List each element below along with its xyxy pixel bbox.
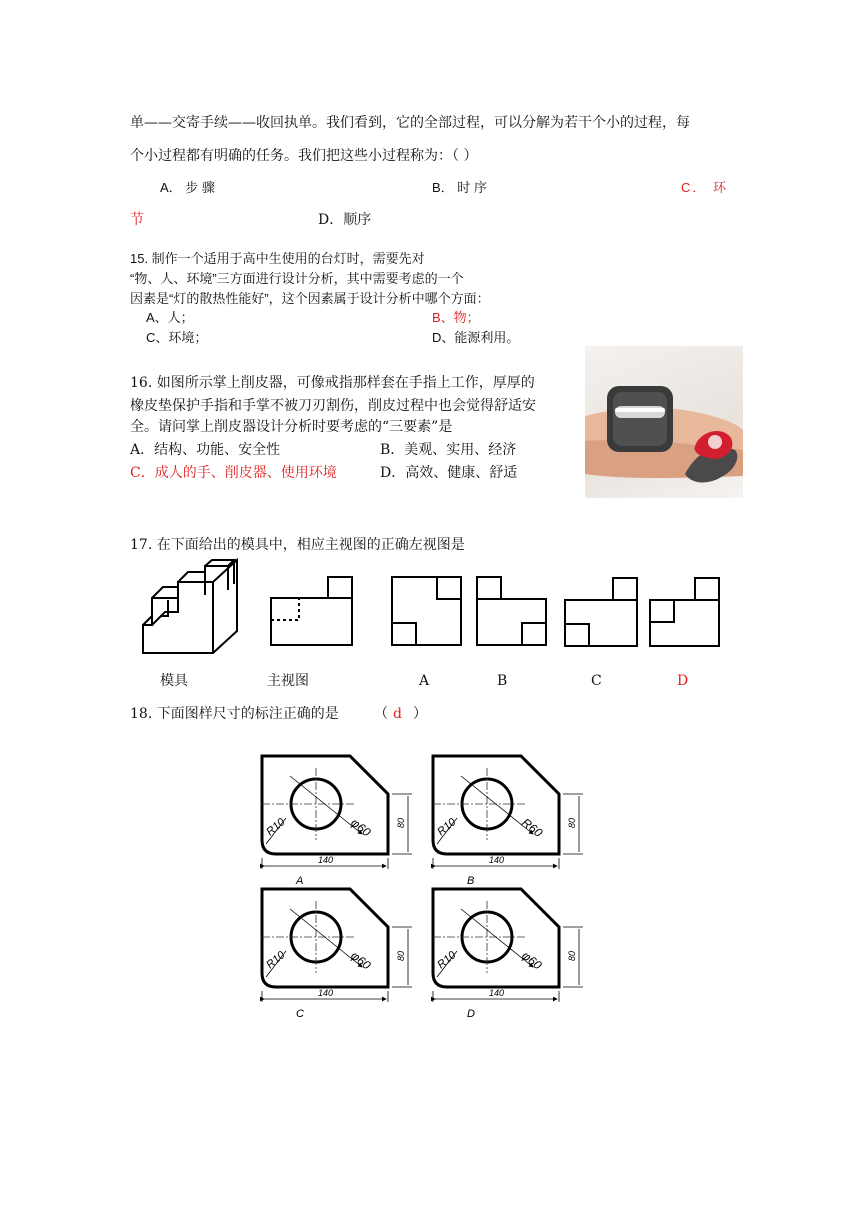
part-outline <box>262 756 388 854</box>
dia-text: φ60 <box>348 815 374 840</box>
part-outline <box>433 756 559 854</box>
q14-option-c: C． 环 <box>681 180 729 195</box>
q14-option-d: D．顺序 <box>318 212 372 228</box>
q14-line1: 单——交寄手续——收回执单。我们看到，它的全部过程，可以分解为若干个小的过程，每 <box>130 115 690 131</box>
drawing-b <box>433 756 583 887</box>
height-text: 80 <box>396 950 406 961</box>
part-outline <box>433 889 559 987</box>
part-outline <box>262 889 388 987</box>
q15-line3: 因素是“灯的散热性能好”，这个因素属于设计分析中哪个方面： <box>130 291 490 306</box>
drawing-a <box>262 756 412 887</box>
q18-paren-close: ） <box>413 706 427 722</box>
q16-line3: 全。请问掌上削皮器设计分析时要考虑的“三要素”是 <box>130 419 453 435</box>
radius-text: R10 <box>264 816 288 839</box>
width-text: 140 <box>489 855 505 865</box>
q15-option-c: C、环境； <box>146 330 208 345</box>
q17-label-mold: 模具 <box>160 673 188 689</box>
drawing-d <box>433 889 583 1020</box>
drawing-label: D <box>467 1008 475 1020</box>
q17-label-d: D <box>677 673 689 689</box>
q14-option-a: A． 步 骤 <box>160 180 215 195</box>
dia-text: R60 <box>519 815 546 840</box>
q16-line1: 16. 如图所示掌上削皮器，可像戒指那样套在手指上工作，厚厚的 <box>130 375 535 391</box>
radius-text: R10 <box>264 949 288 972</box>
width-text: 140 <box>489 988 505 998</box>
radius-text: R10 <box>435 816 459 839</box>
q15-option-a: A、人； <box>146 310 194 325</box>
q16-option-b: B．美观、实用、经济 <box>380 442 517 458</box>
dia-text: φ60 <box>519 948 545 973</box>
width-text: 140 <box>318 988 334 998</box>
q15-line2: “物、人、环境”三方面进行设计分析，其中需要考虑的一个 <box>130 271 464 286</box>
drawing-label: A <box>296 875 304 887</box>
q14-line2: 个小过程都有明确的任务。我们把这些小过程称为：（ ） <box>130 148 478 164</box>
height-text: 80 <box>396 817 406 828</box>
q17-label-c: C <box>591 673 602 689</box>
q17-label-front-view: 主视图 <box>267 673 309 689</box>
q18-answer: d <box>393 706 402 722</box>
q16-option-d: D．高效、健康、舒适 <box>380 465 518 481</box>
q17-label-b: B <box>497 673 508 689</box>
radius-text: R10 <box>435 949 459 972</box>
drawing-label: B <box>467 875 475 887</box>
q16-option-c: C．成人的手、削皮器、使用环境 <box>130 465 337 481</box>
q17-line1: 17. 在下面给出的模具中，相应主视图的正确左视图是 <box>130 537 465 553</box>
q18-line1: 18. 下面图样尺寸的标注正确的是 <box>130 706 339 722</box>
drawing-label: C <box>296 1008 304 1020</box>
height-text: 80 <box>567 817 577 828</box>
q15-line1: 15. 制作一个适用于高中生使用的台灯时，需要先对 <box>130 251 425 266</box>
dia-text: φ60 <box>348 948 374 973</box>
height-text: 80 <box>567 950 577 961</box>
q15-option-d: D、能源利用。 <box>432 330 520 345</box>
width-text: 140 <box>318 855 334 865</box>
q14-option-b: B． 时 序 <box>432 180 487 195</box>
q17-label-a: A <box>419 673 430 689</box>
q14-option-c-cont: 节 <box>130 212 144 228</box>
q16-option-a: A．结构、功能、安全性 <box>130 442 281 458</box>
q18-paren-open: （ <box>374 706 388 722</box>
q16-line2: 橡皮垫保护手指和手掌不被刀刃割伤，削皮过程中也会觉得舒适安 <box>130 398 536 414</box>
drawing-c <box>262 889 412 1020</box>
q15-option-b: B、物； <box>432 310 480 325</box>
